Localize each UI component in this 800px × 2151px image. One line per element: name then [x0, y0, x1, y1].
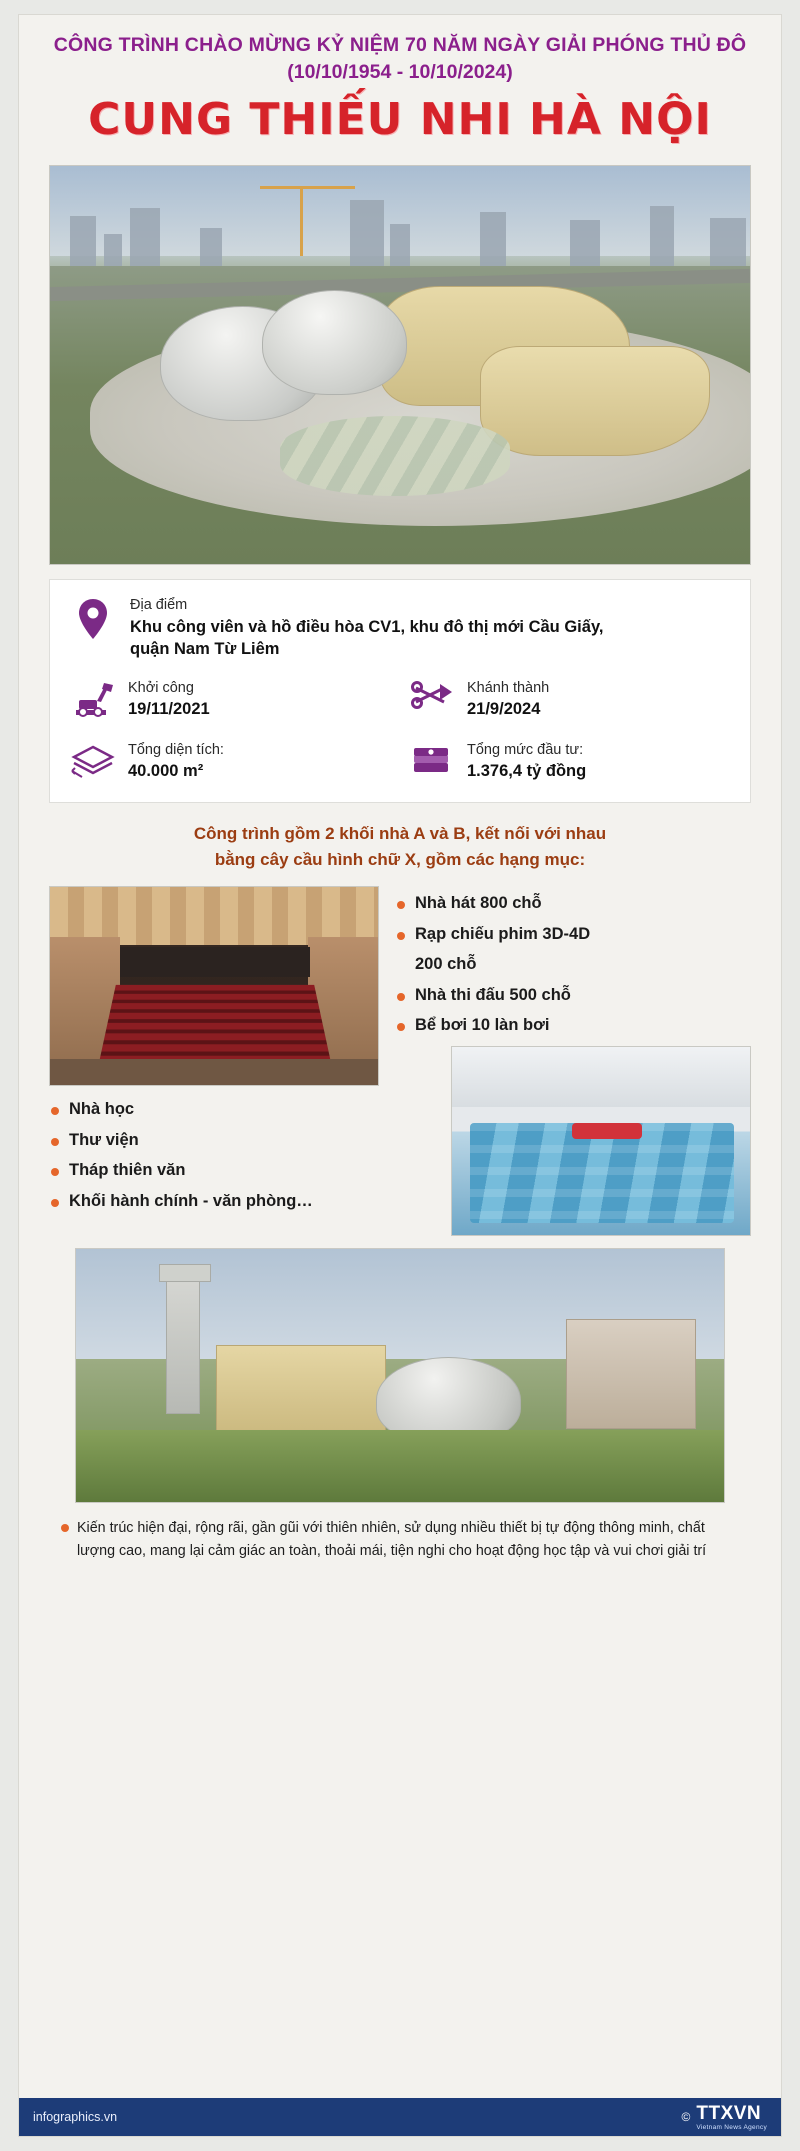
closing-caption: Kiến trúc hiện đại, rộng rãi, gần gũi với thiên nhiên, sử dụng nhiều thiết bị tự động thông minh, chất lượng cao, mang lại cảm giác an toàn, thoải mái, tiện nghi cho hoạt động học tập và vui chơi giải trí	[61, 1517, 739, 1561]
location-label: Địa điểm	[130, 597, 188, 614]
fact-metrics-row	[70, 738, 730, 784]
exterior-photo	[75, 1248, 725, 1503]
list-item: Khối hành chính - văn phòng…	[51, 1190, 371, 1213]
footer	[19, 2098, 781, 2136]
footer-brand	[682, 2104, 767, 2131]
theater-floor	[50, 1059, 378, 1085]
exterior-grass	[76, 1430, 724, 1502]
location-value-line2: quận Nam Từ Liêm	[130, 640, 280, 659]
hero-aerial-photo	[49, 165, 751, 565]
section-headline	[65, 821, 735, 872]
list-item: Nhà học	[51, 1098, 371, 1121]
hero-crane	[300, 186, 303, 256]
start-label: Khởi công	[128, 679, 194, 696]
scissors-ribbon-icon	[409, 676, 455, 722]
page-title: CUNG THIẾU NHI HÀ NỘI	[88, 94, 712, 146]
footer-site-url: infographics.vn	[33, 2110, 118, 2124]
investment-label: Tổng mức đầu tư:	[467, 741, 584, 758]
facility-list-left	[51, 1098, 371, 1220]
copyright-icon: ©	[681, 2110, 691, 2124]
area-value: 40.000 m²	[128, 762, 204, 781]
investment-value: 1.376,4 tỷ đồng	[467, 762, 587, 781]
list-item: Tháp thiên văn	[51, 1159, 371, 1182]
hero-playground	[280, 416, 510, 496]
pool-red-float	[572, 1123, 642, 1139]
footer-brand-name: TTXVN	[696, 2102, 762, 2124]
footer-brand-block	[696, 2104, 767, 2131]
excavator-icon	[70, 676, 116, 722]
exterior-right-building	[566, 1319, 696, 1429]
infographic-canvas	[18, 14, 782, 2137]
facilities-section	[49, 886, 751, 1236]
theater-photo	[49, 886, 379, 1086]
facts-panel	[49, 579, 751, 803]
swimming-pool-photo	[451, 1046, 751, 1236]
list-item: Nhà hát 800 chỗ	[397, 892, 697, 915]
theater-seats	[99, 985, 331, 1063]
footer-brand-sub: Vietnam News Agency	[696, 2123, 767, 2131]
fact-location	[70, 596, 730, 660]
finish-label: Khánh thành	[467, 679, 550, 696]
money-stack-icon	[409, 738, 455, 784]
fact-dates-row	[70, 676, 730, 722]
hero-dome-right	[262, 290, 407, 395]
theater-stage	[120, 947, 310, 977]
list-item-continuation: 200 chỗ	[415, 955, 477, 974]
finish-value: 21/9/2024	[467, 700, 541, 719]
list-item: Thư viện	[51, 1129, 371, 1152]
section-headline-line2: bằng cây cầu hình chữ X, gồm các hạng mục:	[214, 849, 586, 869]
start-value: 19/11/2021	[128, 700, 210, 719]
facility-list-left-items	[51, 1098, 371, 1213]
area-label: Tổng diện tích:	[128, 741, 224, 758]
list-item: Rạp chiếu phim 3D-4D	[397, 923, 697, 946]
area-layers-icon	[70, 738, 116, 784]
header-subtitle-line1: CÔNG TRÌNH CHÀO MỪNG KỶ NIỆM 70 NĂM NGÀY GIẢI PHÓNG THỦ ĐÔ	[53, 34, 747, 56]
pool-roof	[452, 1047, 750, 1107]
location-value-line1: Khu công viên và hồ điều hòa CV1, khu đô thị mới Cầu Giấy,	[130, 617, 604, 636]
list-item: Nhà thi đấu 500 chỗ	[397, 984, 697, 1007]
facility-list-right-items	[397, 892, 697, 1037]
observatory-tower	[166, 1269, 200, 1414]
section-headline-line1: Công trình gồm 2 khối nhà A và B, kết nối với nhau	[193, 824, 607, 844]
fact-investment	[409, 738, 730, 784]
list-item: Bể bơi 10 làn bơi	[397, 1014, 697, 1037]
fact-finish	[409, 676, 730, 722]
fact-start	[70, 676, 391, 722]
facility-list-right	[397, 892, 697, 1044]
fact-area	[70, 738, 391, 784]
header-subtitle-line2: (10/10/1954 - 10/10/2024)	[287, 61, 513, 84]
exterior-yellow-building	[216, 1345, 386, 1435]
hero-building-block-b	[480, 346, 710, 456]
header	[19, 15, 781, 151]
map-pin-icon	[70, 596, 116, 642]
